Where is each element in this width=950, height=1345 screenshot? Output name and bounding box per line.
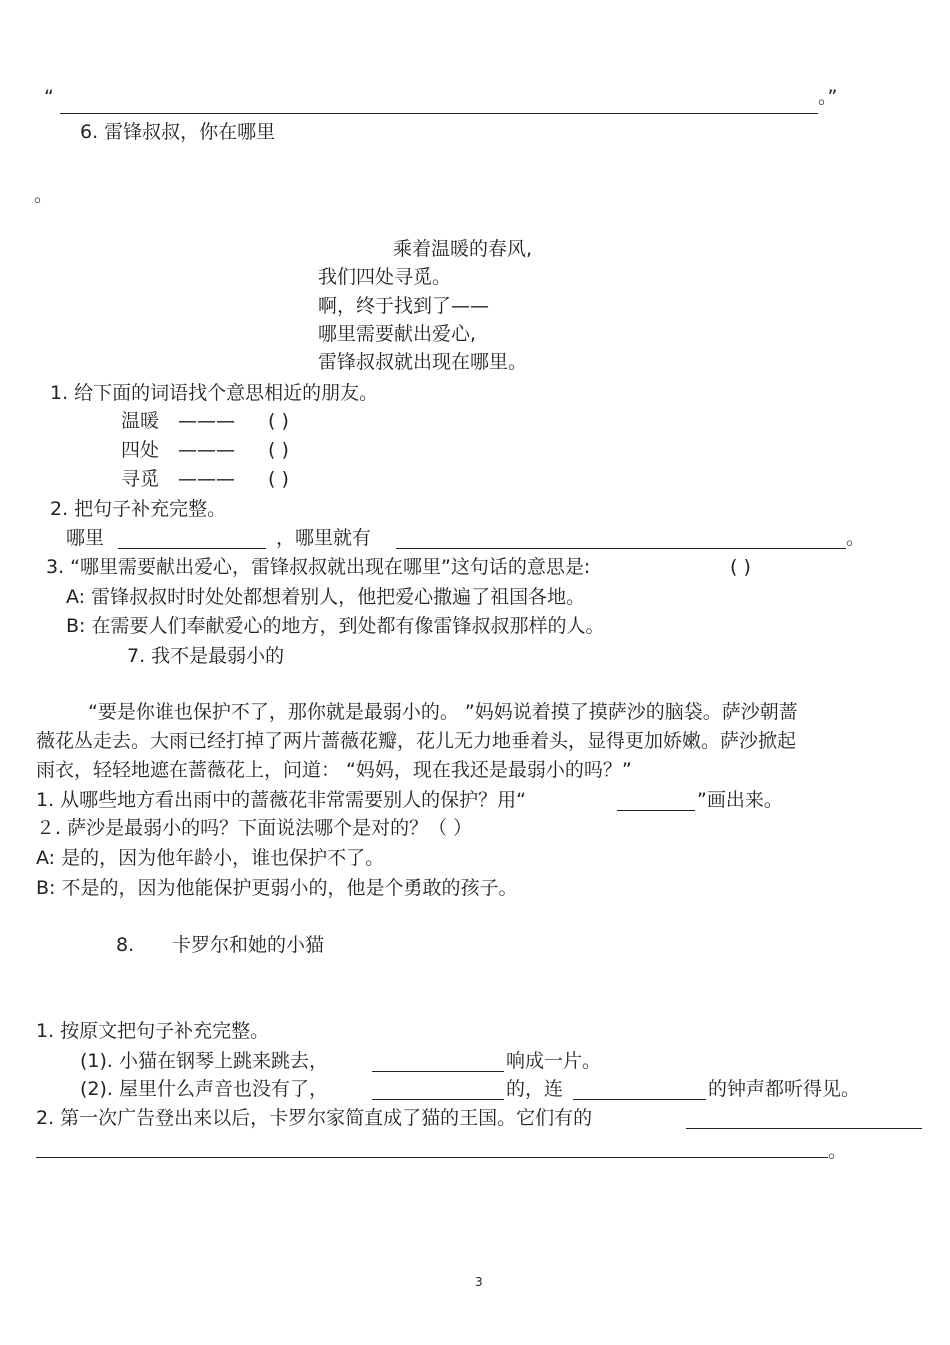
s6-question-2: 2. 把句子补充完整。	[50, 498, 227, 520]
poem-line-3: 啊，终于找到了——	[318, 295, 490, 317]
q3-option-a: A: 雷锋叔叔时时处处都想着别人，他把爱心撒遍了祖国各地。	[66, 586, 586, 608]
s7-question-1-end: ”画出来。	[697, 789, 783, 811]
s7-paragraph-line-1: “要是你谁也保护不了，那你就是最弱小的。 ”妈妈说着摸了摸萨沙的脑袋。萨沙朝蔷	[88, 701, 798, 723]
s8-q1-item-1-blank[interactable]	[372, 1071, 504, 1072]
poem-line-5: 雷锋叔叔就出现在哪里。	[318, 351, 528, 373]
s7-paragraph-line-3: 雨衣，轻轻地遮在蔷薇花上，问道： “妈妈，现在我还是最弱小的吗？”	[36, 759, 632, 781]
word-1-dash: ———	[178, 410, 235, 432]
word-2-answer-paren[interactable]: ( )	[268, 439, 289, 461]
s8-q2-blank-1[interactable]	[686, 1128, 922, 1129]
word-3: 寻觅	[121, 468, 160, 490]
s8-q1-item-2-mid: 的，连	[506, 1078, 564, 1100]
word-1-answer-paren[interactable]: ( )	[268, 410, 289, 432]
close-quote: 。”	[818, 86, 838, 108]
q2-text-a: 哪里	[66, 527, 105, 549]
s7-question-1: 1. 从哪些地方看出雨中的蔷薇花非常需要别人的保护？用“	[36, 789, 527, 811]
s8-q1-item-1: (1). 小猫在钢琴上跳来跳去，	[80, 1050, 328, 1072]
q2-text-b: ，哪里就有	[276, 527, 372, 549]
s6-question-1: 1. 给下面的词语找个意思相近的朋友。	[50, 382, 379, 404]
q3-option-b: B: 在需要人们奉献爱心的地方，到处都有像雷锋叔叔那样的人。	[66, 615, 605, 637]
s8-q1-item-2: (2). 屋里什么声音也没有了，	[80, 1078, 328, 1100]
q3-answer-paren[interactable]: ( )	[730, 556, 751, 578]
poem-line-2: 我们四处寻觅。	[318, 266, 452, 288]
answer-blank-top[interactable]	[60, 113, 818, 114]
page-number: 3	[475, 1275, 483, 1289]
q2-blank-1[interactable]	[118, 548, 266, 549]
s7-q2-option-b: B: 不是的，因为他能保护更弱小的，他是个勇敢的孩子。	[36, 877, 518, 899]
word-3-answer-paren[interactable]: ( )	[268, 468, 289, 490]
section-6-period: 。	[34, 184, 54, 206]
s8-question-2: 2. 第一次广告登出来以后，卡罗尔家简直成了猫的王国。它们有的	[36, 1107, 593, 1129]
q2-end: 。	[846, 527, 866, 549]
s6-question-3: 3. “哪里需要献出爱心，雷锋叔叔就出现在哪里”这句话的意思是:	[46, 556, 591, 578]
word-1: 温暖	[121, 410, 160, 432]
s8-q1-item-1-end: 响成一片。	[506, 1050, 602, 1072]
open-quote: “	[44, 86, 54, 108]
word-2-dash: ———	[178, 439, 235, 461]
section-8-number: 8.	[116, 934, 135, 956]
q2-blank-2[interactable]	[396, 548, 846, 549]
s7-q2-option-a: A: 是的，因为他年龄小，谁也保护不了。	[36, 847, 385, 869]
s8-q1-item-2-blank-1[interactable]	[372, 1099, 504, 1100]
word-2: 四处	[121, 439, 160, 461]
s8-q2-end: 。	[828, 1140, 848, 1162]
section-8-title: 卡罗尔和她的小猫	[172, 934, 325, 956]
s7-paragraph-line-2: 薇花丛走去。大雨已经打掉了两片蔷薇花瓣，花儿无力地垂着头，显得更加娇嫩。萨沙掀起	[36, 730, 797, 752]
section-7-title: 7. 我不是最弱小的	[127, 645, 285, 667]
s7-question-2: ２. 萨沙是最弱小的吗？下面说法哪个是对的？（ ）	[36, 817, 473, 839]
s8-q1-item-2-blank-2[interactable]	[573, 1099, 706, 1100]
s8-q1-item-2-end: 的钟声都听得见。	[708, 1078, 861, 1100]
s8-question-1: 1. 按原文把句子补充完整。	[36, 1020, 270, 1042]
poem-line-4: 哪里需要献出爱心,	[318, 323, 477, 345]
s8-q2-blank-2[interactable]	[36, 1157, 828, 1158]
s7-q1-blank[interactable]	[617, 810, 695, 811]
section-6-title: 6. 雷锋叔叔，你在哪里	[80, 121, 276, 143]
word-3-dash: ———	[178, 468, 235, 490]
poem-line-1: 乘着温暖的春风,	[393, 238, 533, 260]
